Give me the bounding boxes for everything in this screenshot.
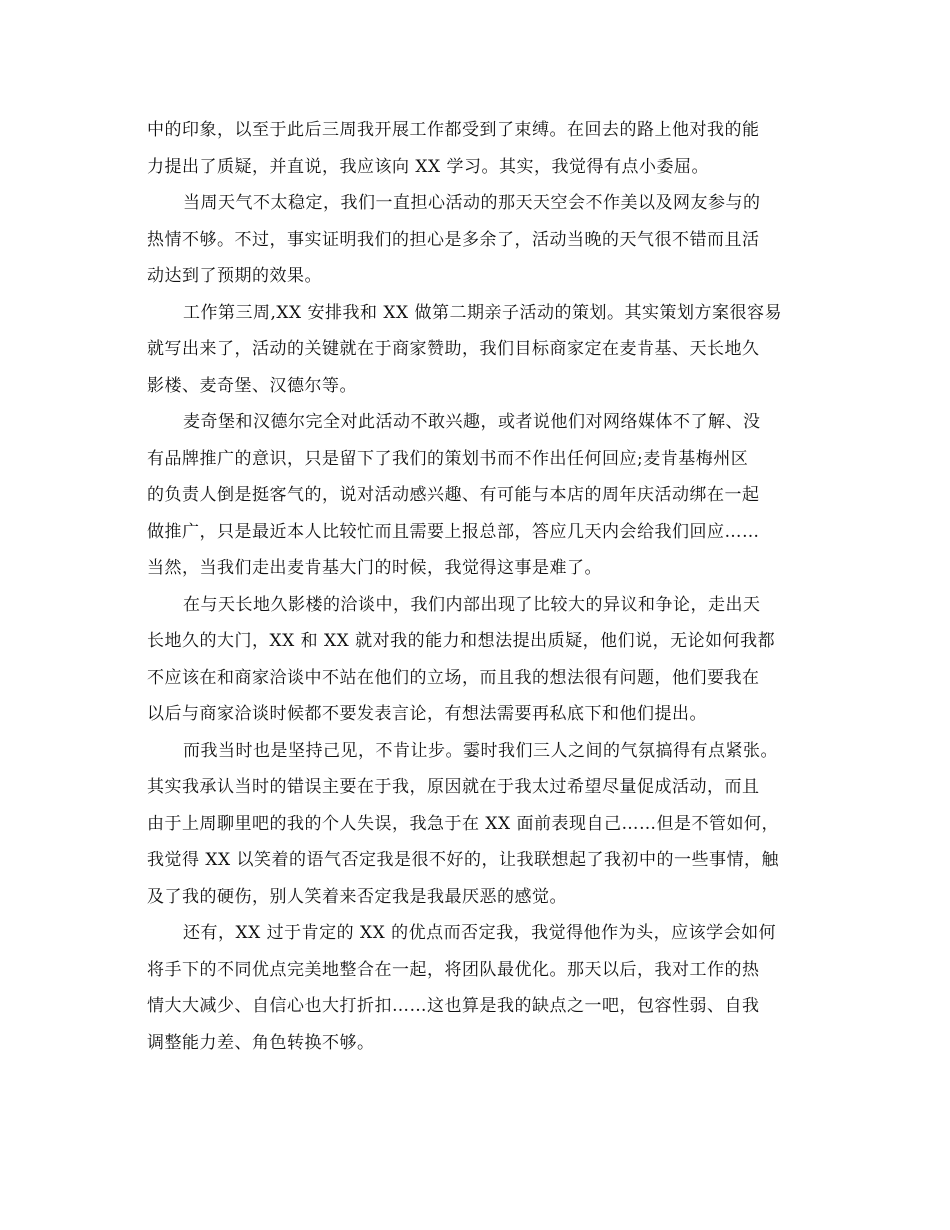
- text-line: 还有，XX 过于肯定的 XX 的优点而否定我，我觉得他作为头，应该学会如何: [183, 923, 777, 943]
- text-line: 当然，当我们走出麦肯基大门的时候，我觉得这事是难了。: [147, 558, 602, 578]
- text-line: 力提出了质疑，并直说，我应该向 XX 学习。其实，我觉得有点小委屈。: [147, 156, 710, 177]
- text-line: 其实我承认当时的错误主要在于我，原因就在于我太过希望尽量促成活动，而且: [147, 777, 760, 797]
- text-line: 热情不够。不过，事实证明我们的担心是多余了，活动当晚的天气很不错而且活: [147, 229, 760, 250]
- text-line: 中的印象，以至于此后三周我开展工作都受到了束缚。在回去的路上他对我的能: [147, 120, 760, 140]
- text-line: 的负责人倒是挺客气的，说对活动感兴趣、有可能与本店的周年庆活动绑在一起: [147, 485, 760, 505]
- text-line: 工作第三周,XX 安排我和 XX 做第二期亲子活动的策划。其实策划方案很容易: [183, 302, 783, 323]
- text-line: 就写出来了，活动的关键就在于商家赞助，我们目标商家定在麦肯基、天长地久: [147, 339, 760, 359]
- text-line: 当周天气不太稳定，我们一直担心活动的那天天空会不作美以及网友参与的: [183, 193, 761, 213]
- text-line: 不应该在和商家洽谈中不站在他们的立场，而且我的想法很有问题，他们要我在: [147, 667, 760, 688]
- text-line: 影楼、麦奇堡、汉德尔等。: [147, 375, 357, 396]
- text-line: 做推广，只是最近本人比较忙而且需要上报总部，答应几天内会给我们回应……: [147, 521, 760, 542]
- body-text: [147, 112, 837, 1061]
- text-line: 长地久的大门，XX 和 XX 就对我的能力和想法提出质疑，他们说，无论如何我都: [147, 631, 776, 651]
- text-line: 及了我的硬伤，别人笑着来否定我是我最厌恶的感觉。: [147, 886, 567, 907]
- text-line: 而我当时也是坚持己见，不肯让步。霎时我们三人之间的气氛搞得有点紧张。: [183, 740, 778, 761]
- text-line: 有品牌推广的意识，只是留下了我们的策划书而不作出任何回应;麦肯基梅州区: [147, 448, 749, 469]
- text-line: 麦奇堡和汉德尔完全对此活动不敢兴趣，或者说他们对网络媒体不了解、没: [183, 412, 761, 432]
- text-line: 情大大减少、自信心也大打折扣……这也算是我的缺点之一吧，包容性弱、自我: [147, 996, 760, 1016]
- text-line: 我觉得 XX 以笑着的语气否定我是很不好的，让我联想起了我初中的一些事情，触: [147, 850, 780, 870]
- text-line: 在与天长地久影楼的洽谈中，我们内部出现了比较大的异议和争论，走出天: [183, 594, 761, 615]
- text-line: 将手下的不同优点完美地整合在一起，将团队最优化。那天以后，我对工作的热: [147, 959, 760, 980]
- text-line: 动达到了预期的效果。: [147, 266, 322, 286]
- text-line: 由于上周聊里吧的我的个人失误，我急于在 XX 面前表现自己……但是不管如何，: [147, 813, 780, 834]
- text-line: 调整能力差、角色转换不够。: [147, 1032, 375, 1053]
- text-line: 以后与商家洽谈时候都不要发表言论，有想法需要再私底下和他们提出。: [147, 704, 707, 724]
